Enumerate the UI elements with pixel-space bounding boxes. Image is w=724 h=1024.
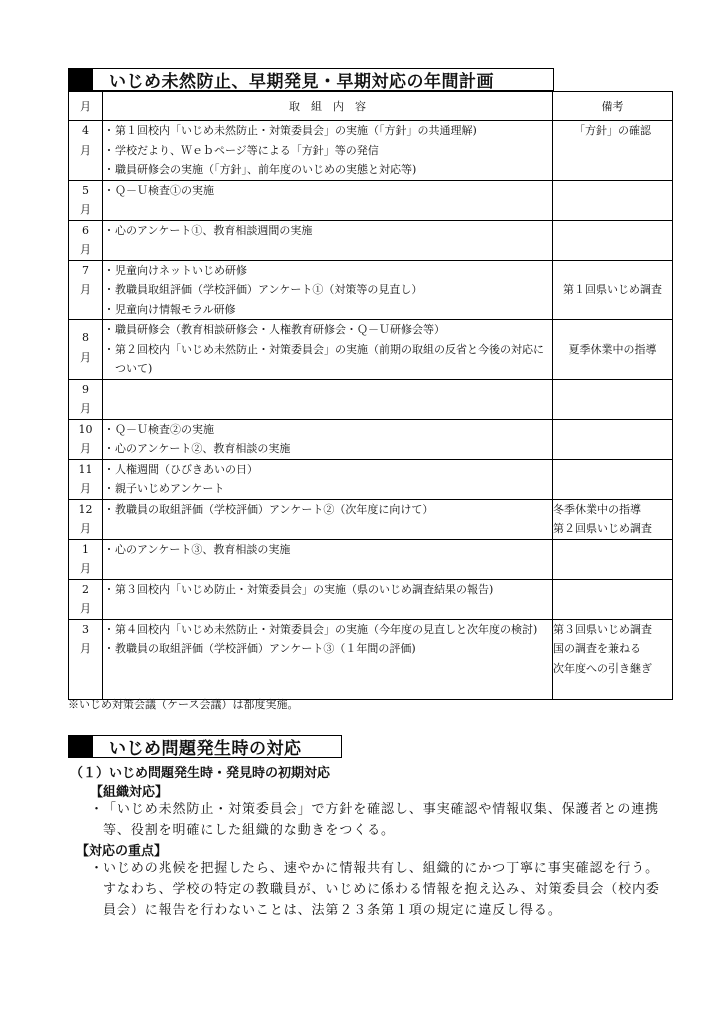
plan-item-text: 人権週間（ひびきあいの日） — [115, 462, 258, 476]
month-label: 3 — [82, 622, 89, 636]
plan-item: ・ 人権週間（ひびきあいの日） — [103, 460, 552, 480]
content-cell — [103, 579, 553, 619]
plan-item: ・ 第２回校内「いじめ未然防止・対策委員会」の実施（前期の取組の反省と今後の対応について) — [103, 340, 552, 379]
table-header-row — [69, 92, 673, 121]
plan-item-text: 第１回校内「いじめ未然防止・対策委員会」の実施（「方針」の共通理解) — [115, 124, 477, 137]
plan-item: ・ 学校だより、Ｗｅｂページ等による「方針」等の発信 — [103, 141, 552, 161]
plan-item-text: 児童向け情報モラル研修 — [115, 302, 236, 316]
focus-text: いじめの兆候を把握したら、速やかに情報共有し、組織的にかつ丁寧に事実確認を行う。すなわち、学校の特定の教職員が、いじめに係わる情報を抱え込み、対策委員会（校内委員会）に報告を行わないことは、法第２３条第１項の規定に違反し得る。 — [103, 861, 660, 918]
plan-item: ・ 心のアンケート②、教育相談の実施 — [103, 439, 552, 459]
table-row — [69, 539, 673, 579]
content-cell — [103, 619, 553, 699]
content-cell — [103, 260, 553, 320]
plan-item-text: 児童向けネットいじめ研修 — [115, 263, 247, 277]
month-cell — [69, 379, 103, 419]
plan-item: ・ 第３回校内「いじめ防止・対策委員会」の実施（県のいじめ調査結果の報告) — [103, 580, 552, 600]
month-label: 7 — [82, 263, 89, 277]
content-cell — [103, 180, 553, 220]
header-month: 月 — [69, 92, 103, 121]
month-label: 11 — [78, 462, 93, 476]
plan-item: ・ 教職員取組評価（学校評価）アンケート①（対策等の見直し） — [103, 280, 552, 300]
note-cell — [553, 459, 673, 499]
plan-item: ・ Ｑ－Ｕ検査②の実施 — [103, 420, 552, 440]
plan-item-text: 第３回校内「いじめ防止・対策委員会」の実施（県のいじめ調査結果の報告) — [115, 582, 494, 596]
note-text: 第３回県いじめ調査 — [553, 622, 652, 636]
note-cell — [553, 579, 673, 619]
section1-heading — [68, 68, 554, 91]
plan-item: ・ 教職員の取組評価（学校評価）アンケート③（１年間の評価) — [103, 639, 552, 659]
month-cell — [69, 619, 103, 699]
note-text: 第２回県いじめ調査 — [553, 522, 652, 535]
note-cell — [553, 121, 673, 181]
focus-paragraph: ・ いじめの兆候を把握したら、速やかに情報共有し、組織的にかつ丁寧に事実確認を行う。すなわち、学校の特定の教職員が、いじめに係わる情報を抱え込み、対策委員会（校内委員会）に報告を行わないことは、法第２３条第１項の規定に違反し得る。 — [90, 858, 670, 921]
plan-item: ・ 職員研修会の実施（「方針」、前年度のいじめの実態と対応等) — [103, 160, 552, 180]
org-response-text: 「いじめ未然防止・対策委員会」で方針を確認し、事実確認や情報収集、保護者との連携等、役割を明確にした組織的な動きをつくる。 — [103, 802, 660, 838]
note-cell — [553, 619, 673, 699]
month-cell — [69, 220, 103, 260]
heading-block-mark — [69, 736, 93, 757]
table-row — [69, 619, 673, 699]
month-label: 月 — [80, 402, 91, 415]
note-text: 冬季休業中の指導 — [553, 502, 641, 516]
table-row — [69, 379, 673, 419]
plan-item-text: 教職員の取組評価（学校評価）アンケート②（次年度に向けて） — [115, 502, 434, 516]
plan-item-text: 親子いじめアンケート — [115, 482, 225, 495]
plan-item-text: 学校だより、Ｗｅｂページ等による「方針」等の発信 — [115, 143, 379, 157]
month-label: 月 — [80, 442, 91, 455]
month-label: 月 — [80, 642, 91, 655]
content-cell — [103, 499, 553, 539]
note-cell — [553, 320, 673, 380]
month-label: 12 — [78, 502, 93, 516]
table-row — [69, 419, 673, 459]
plan-item: ・ 職員研修会（教育相談研修会・人権教育研修会・Ｑ－Ｕ研修会等） — [103, 320, 552, 340]
content-cell — [103, 379, 553, 419]
section2-subtitle: （１）いじめ問題発生時・発見時の初期対応 — [70, 766, 331, 781]
org-response-label: 【組織対応】 — [90, 785, 169, 800]
month-label: 10 — [78, 422, 93, 436]
plan-item-text: 心のアンケート①、教育相談週間の実施 — [115, 223, 313, 237]
note-cell — [553, 260, 673, 320]
plan-item: ・ 心のアンケート③、教育相談の実施 — [103, 540, 552, 560]
month-label: 月 — [80, 143, 91, 157]
month-label: 月 — [80, 350, 91, 364]
month-label: 月 — [80, 243, 91, 256]
month-cell — [69, 260, 103, 320]
month-label: 月 — [80, 203, 91, 216]
month-cell — [69, 499, 103, 539]
plan-item: ・ 児童向けネットいじめ研修 — [103, 261, 552, 281]
plan-item-text: 心のアンケート③、教育相談の実施 — [115, 542, 291, 556]
plan-item: ・ 児童向け情報モラル研修 — [103, 300, 552, 320]
note-cell — [553, 499, 673, 539]
month-label: 8 — [82, 331, 89, 344]
content-cell — [103, 539, 553, 579]
plan-item: ・ Ｑ－Ｕ検査①の実施 — [103, 181, 552, 201]
table-row — [69, 499, 673, 539]
plan-item-text: 職員研修会の実施（「方針」、前年度のいじめの実態と対応等) — [115, 163, 417, 176]
note-cell — [553, 180, 673, 220]
content-cell — [103, 220, 553, 260]
month-cell — [69, 180, 103, 220]
focus-label: 【対応の重点】 — [76, 844, 168, 859]
org-response-paragraph: ・ 「いじめ未然防止・対策委員会」で方針を確認し、事実確認や情報収集、保護者との連携等、役割を明確にした組織的な動きをつくる。 — [90, 799, 670, 841]
month-cell — [69, 539, 103, 579]
month-label: 1 — [82, 542, 89, 556]
plan-item: ・ 心のアンケート①、教育相談週間の実施 — [103, 221, 552, 241]
table-row — [69, 320, 673, 380]
note-text: 次年度への引き継ぎ — [553, 661, 652, 675]
footnote: ※いじめ対策会議（ケース会議）は都度実施。 — [68, 698, 299, 711]
note-text: 第１回県いじめ調査 — [563, 283, 662, 296]
month-cell — [69, 579, 103, 619]
header-note: 備考 — [553, 92, 673, 121]
month-label: 月 — [80, 283, 91, 296]
month-label: 9 — [82, 382, 89, 396]
section1-title: いじめ未然防止、早期発見・早期対応の年間計画 — [109, 72, 494, 92]
content-cell — [103, 459, 553, 499]
plan-item-text: 職員研修会（教育相談研修会・人権教育研修会・Ｑ－Ｕ研修会等） — [115, 323, 445, 336]
plan-item: ・ 第４回校内「いじめ未然防止・対策委員会」の実施（今年度の見直しと次年度の検討) — [103, 620, 552, 640]
table-row — [69, 180, 673, 220]
month-label: 月 — [80, 522, 91, 535]
plan-item: ・ 第１回校内「いじめ未然防止・対策委員会」の実施（「方針」の共通理解) — [103, 121, 552, 141]
table-row — [69, 579, 673, 619]
note-cell — [553, 379, 673, 419]
note-text: 夏季休業中の指導 — [568, 342, 657, 356]
plan-item-text: 第２回校内「いじめ未然防止・対策委員会」の実施（前期の取組の反省と今後の対応について) — [115, 342, 544, 375]
annual-plan-table — [68, 91, 673, 700]
table-row — [69, 121, 673, 181]
plan-item-text: Ｑ－Ｕ検査①の実施 — [115, 183, 214, 197]
month-label: 月 — [80, 482, 91, 495]
plan-item: ・ 教職員の取組評価（学校評価）アンケート②（次年度に向けて） — [103, 500, 552, 520]
section2-title: いじめ問題発生時の対応 — [109, 739, 302, 759]
month-label: 月 — [80, 602, 91, 615]
note-cell — [553, 419, 673, 459]
table-row — [69, 220, 673, 260]
plan-item-text: 第４回校内「いじめ未然防止・対策委員会」の実施（今年度の見直しと次年度の検討) — [115, 622, 538, 636]
table-row — [69, 260, 673, 320]
month-cell — [69, 459, 103, 499]
month-cell — [69, 121, 103, 181]
content-cell — [103, 121, 553, 181]
section2-heading — [68, 735, 342, 758]
content-cell — [103, 320, 553, 380]
note-cell — [553, 539, 673, 579]
month-label: 5 — [82, 183, 89, 197]
month-label: 6 — [82, 223, 89, 237]
month-cell — [69, 320, 103, 380]
note-text: 国の調査を兼ねる — [553, 642, 641, 655]
plan-item-text: Ｑ－Ｕ検査②の実施 — [115, 422, 214, 436]
plan-item: ・ 親子いじめアンケート — [103, 479, 552, 499]
plan-item-text: 教職員取組評価（学校評価）アンケート①（対策等の見直し） — [115, 283, 423, 296]
note-text: 「方針」の確認 — [574, 124, 651, 137]
month-label: 4 — [82, 124, 89, 137]
content-cell — [103, 419, 553, 459]
plan-item-text: 心のアンケート②、教育相談の実施 — [115, 442, 291, 455]
plan-item-text: 教職員の取組評価（学校評価）アンケート③（１年間の評価) — [115, 642, 416, 655]
month-cell — [69, 419, 103, 459]
note-cell — [553, 220, 673, 260]
month-label: 2 — [82, 582, 89, 596]
header-content: 取 組 内 容 — [103, 92, 553, 121]
table-row — [69, 459, 673, 499]
month-label: 月 — [80, 562, 91, 575]
heading-block-mark — [69, 69, 93, 90]
